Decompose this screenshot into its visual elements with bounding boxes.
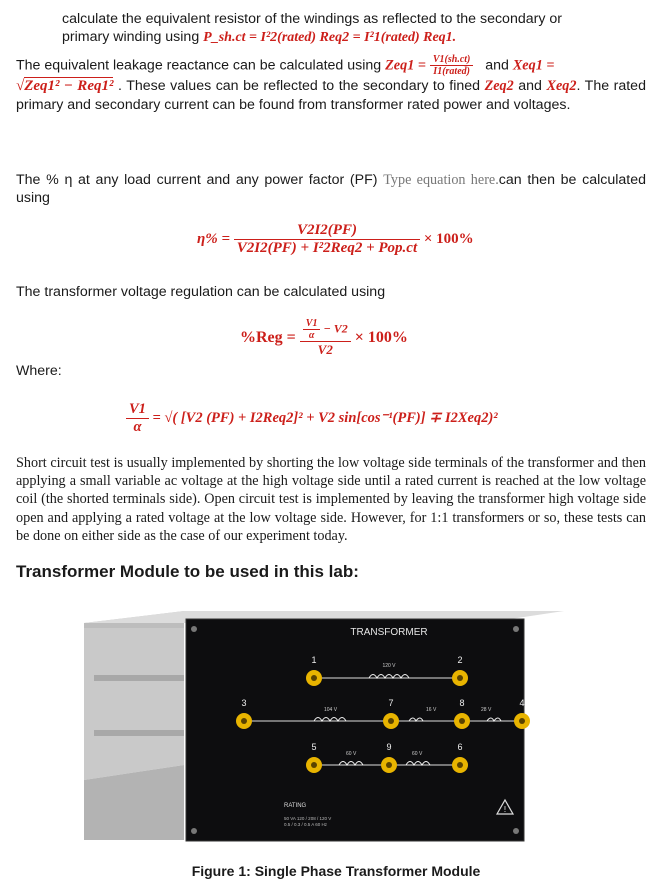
para1 <box>62 10 646 47</box>
winding-label-120: 120 V <box>382 663 396 669</box>
terminal-5[interactable] <box>306 757 322 773</box>
winding-label-60b: 60 V <box>412 751 423 757</box>
figure-caption: Figure 1: Single Phase Transformer Module <box>191 863 481 879</box>
terminal-1[interactable] <box>306 670 322 686</box>
regulation-numerator <box>300 318 351 342</box>
regulation-alpha: α <box>308 330 315 341</box>
v1-alpha-fraction <box>126 401 149 436</box>
xeq1-label: Xeq1 = <box>512 57 555 74</box>
para2-tail: . The rated primary and secondary current can be found from transformer rated power and voltages. <box>16 78 646 113</box>
regulation-denominator: V2 <box>317 342 333 357</box>
efficiency-fraction <box>234 222 420 257</box>
para2-and: and <box>485 57 509 74</box>
para1-line2: primary winding using <box>62 29 200 45</box>
para4: The transformer voltage regulation can be calculated using <box>16 284 386 300</box>
panel-title: TRANSFORMER <box>350 627 428 638</box>
regulation-equation <box>240 318 408 358</box>
sqrt-radicand: Zeq1² − Req1² <box>24 78 114 94</box>
regulation-rhs: × 100% <box>354 329 408 346</box>
winding-label-28: 28 V <box>481 707 492 713</box>
rating-line1: 50 VA 120 / 208 / 120 V <box>284 816 332 821</box>
para2-and2: and <box>518 78 542 94</box>
zeq1-denominator: I1(rated) <box>433 66 470 77</box>
terminal-8[interactable] <box>454 713 470 729</box>
v1-rhs: = √( [V2 (PF) + I2Req2]² + V2 sin[cos⁻¹(PF)] ∓ I2Xeq2)² <box>152 410 498 426</box>
panel-screw <box>191 626 197 632</box>
para3-lead: The % η at any load current and any power factor (PF) <box>16 172 378 188</box>
para2-mid: . These values can be reflected to the secondary to fined <box>118 78 481 94</box>
winding-label-60a: 60 V <box>346 751 357 757</box>
terminal-label-1: 1 <box>311 655 317 665</box>
efficiency-equation <box>197 222 474 257</box>
chassis-side <box>84 611 184 780</box>
terminal-label-9: 9 <box>386 742 392 752</box>
where-label: Where: <box>16 363 62 379</box>
section-heading: Transformer Module to be used in this lab: <box>16 562 359 581</box>
svg-text:!: ! <box>503 805 507 814</box>
zeq2-label: Zeq2 <box>484 78 514 94</box>
equation-placeholder: Type equation here. <box>383 172 499 188</box>
zeq1-numerator: V1(sh.ct) <box>430 54 474 66</box>
regulation-fraction <box>300 318 351 358</box>
terminal-2[interactable] <box>452 670 468 686</box>
para3 <box>16 171 646 207</box>
v1-equation <box>126 401 498 436</box>
rating-line2: 0.5 / 0.3 / 0.5 A 60 Hz <box>284 822 328 827</box>
terminal-label-2: 2 <box>457 655 463 665</box>
formula-psh: P_sh.ct = I²2(rated) Req2 = I²1(rated) Req1. <box>203 30 457 45</box>
chassis-slot <box>94 675 184 681</box>
terminal-3[interactable] <box>236 713 252 729</box>
transformer-module-image <box>84 605 584 845</box>
zeq1-label: Zeq1 = <box>385 57 426 74</box>
regulation-lhs: %Reg = <box>240 329 296 346</box>
v1-denominator: α <box>133 419 142 435</box>
winding-label-16: 16 V <box>426 707 437 713</box>
xeq2-label: Xeq2 <box>546 78 577 94</box>
para5: Short circuit test is usually implemented by shorting the low voltage side terminals of the transformer and then applying a small variable ac voltage at the high voltage side until a rated current is reached at the low voltage coil (the shorted terminals side). Open circuit test is implemented by leaving the transformer high voltage side open and applying a rated voltage at the low voltage side. However, for 1:1 transformers or so, these tests can be done on either side as the case of our experiment today. <box>16 455 646 544</box>
efficiency-numerator: V2I2(PF) <box>234 222 420 240</box>
terminal-6[interactable] <box>452 757 468 773</box>
winding-label-104: 104 V <box>324 707 338 713</box>
front-panel <box>186 619 524 841</box>
terminal-label-6: 6 <box>457 742 463 752</box>
v1-numerator: V1 <box>126 401 149 419</box>
panel-screw-3 <box>191 828 197 834</box>
zeq1-fraction <box>430 54 474 77</box>
chassis-slot-2 <box>94 730 184 736</box>
terminal-9[interactable] <box>381 757 397 773</box>
para3-tail: can then be calculated using <box>16 172 647 206</box>
terminal-label-5: 5 <box>311 742 317 752</box>
chassis-rail <box>84 623 184 628</box>
terminal-label-4: 4 <box>519 698 525 708</box>
panel-screw-2 <box>513 626 519 632</box>
terminal-7[interactable] <box>383 713 399 729</box>
panel-screw-4 <box>513 828 519 834</box>
regulation-v1: V1 <box>303 318 321 330</box>
terminal-label-3: 3 <box>241 698 247 708</box>
para2 <box>16 54 646 115</box>
efficiency-denominator: V2I2(PF) + I²2Req2 + Pop.ct <box>236 240 418 256</box>
terminal-4[interactable] <box>514 713 530 729</box>
terminal-label-8: 8 <box>459 698 465 708</box>
rating-label: RATING <box>284 803 307 809</box>
para1-line1: calculate the equivalent resistor of the windings as reflected to the secondary or <box>62 11 562 27</box>
efficiency-rhs: × 100% <box>423 231 474 247</box>
terminal-label-7: 7 <box>388 698 394 708</box>
efficiency-lhs: η% = <box>197 231 231 247</box>
v1-over-alpha <box>303 318 321 341</box>
sqrt-expression: √Zeq1² − Req1² <box>16 78 114 94</box>
regulation-minus-v2: − V2 <box>323 321 348 336</box>
para2-lead: The equivalent leakage reactance can be calculated using <box>16 57 382 74</box>
